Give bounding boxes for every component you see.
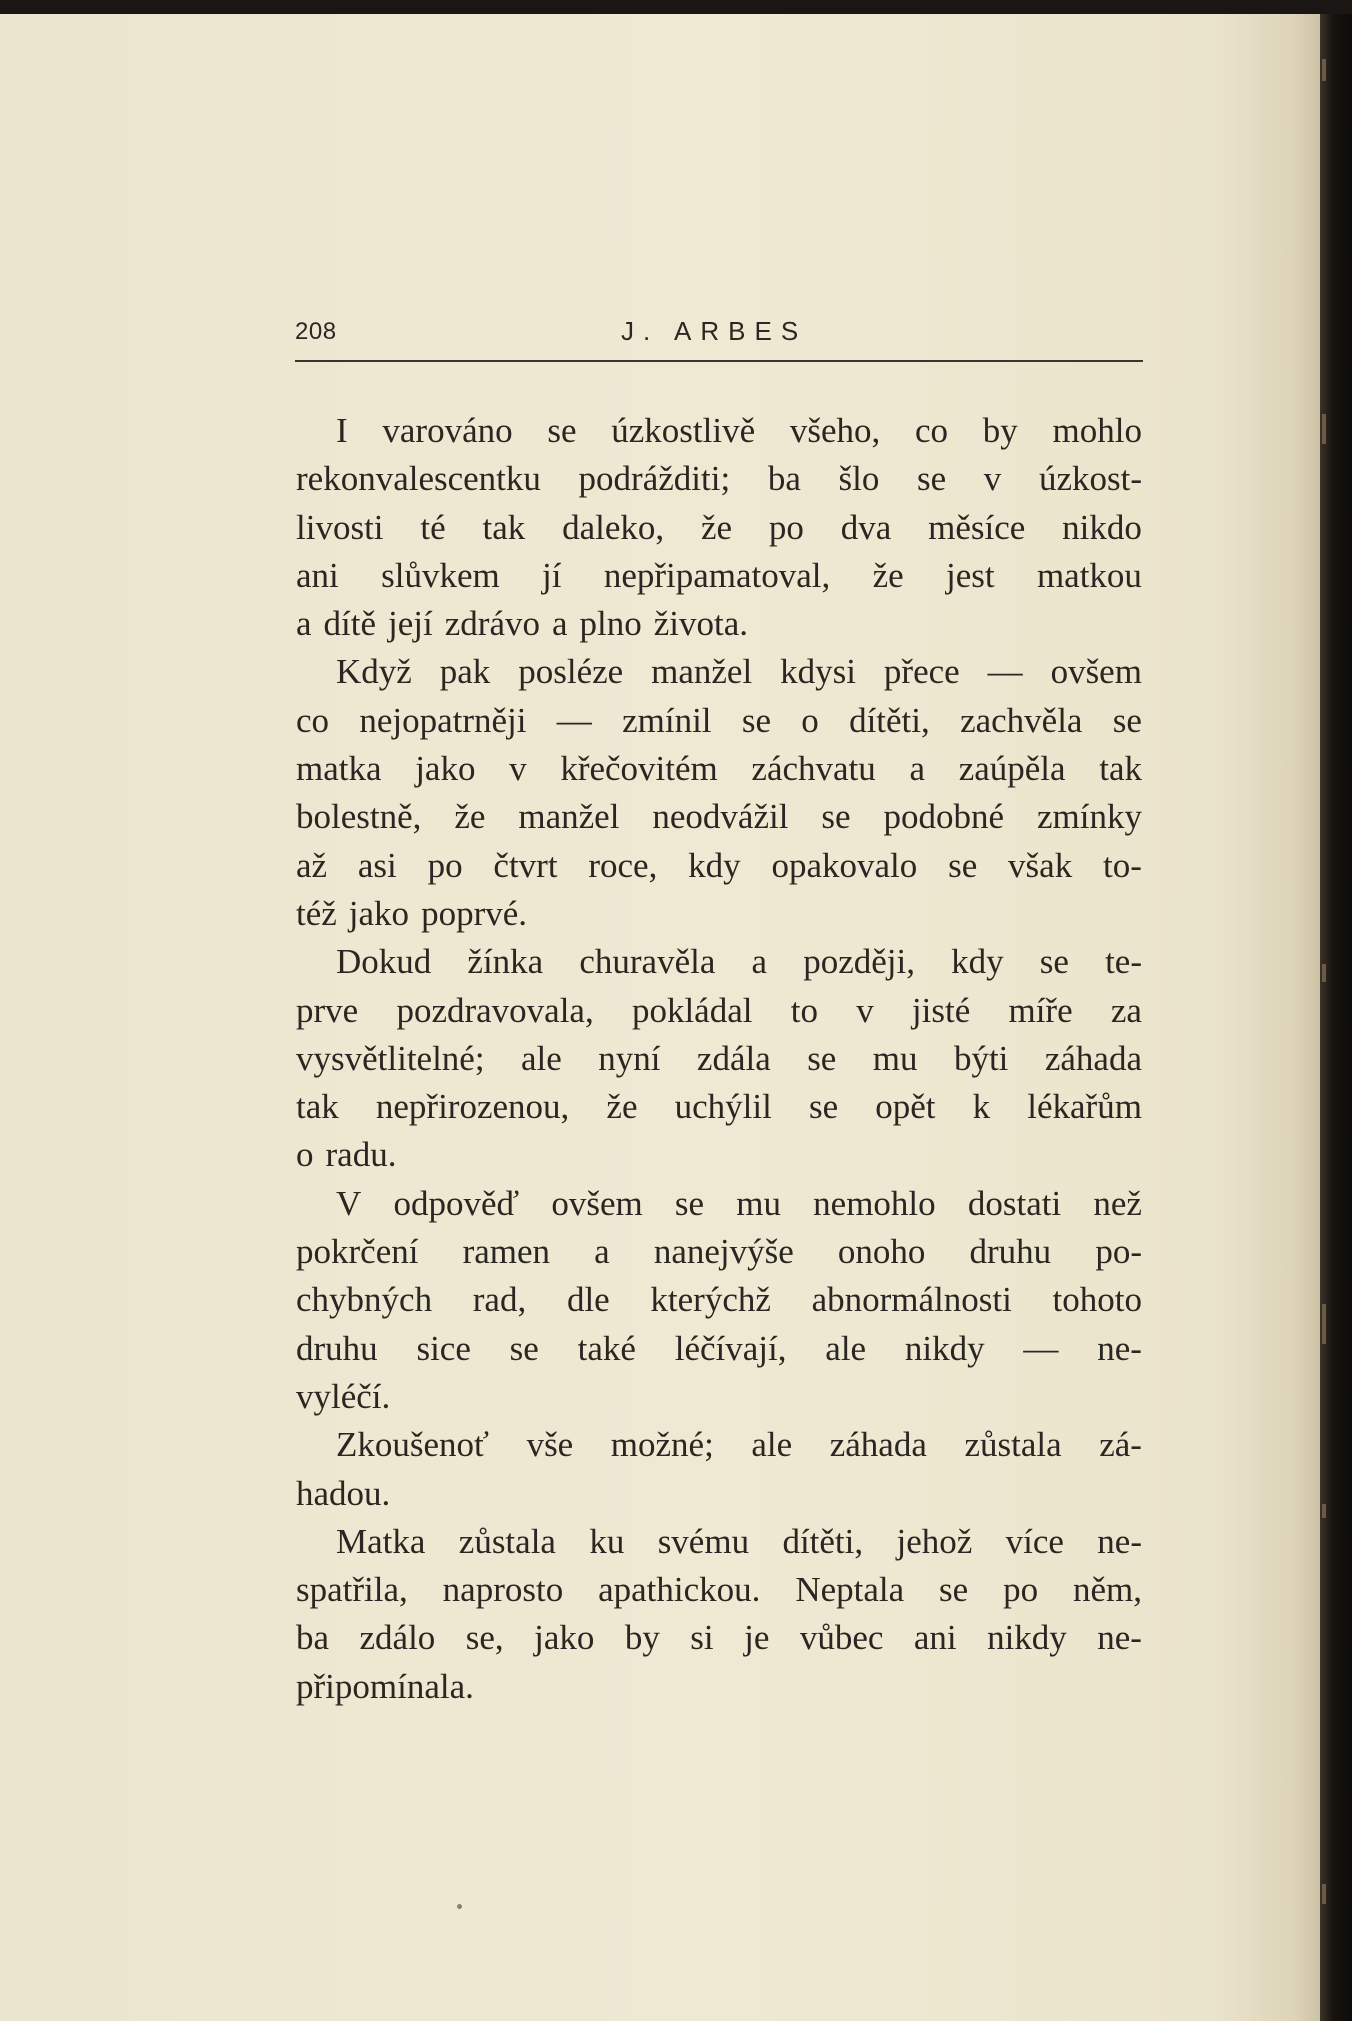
page-number: 208 [295,318,337,345]
text-line: chybných rad, dle kterýchž abnormálnosti tohoto [296,1280,1142,1320]
text-line: a dítě její zdrávo a plno života. [296,604,749,644]
text-line: vysvětlitelné; ale nyní zdála se mu býti záhada [296,1038,1142,1078]
text-line: spatřila, naprosto apathickou. Neptala se po něm, [296,1570,1142,1610]
text-line: ani slůvkem jí nepřipamatoval, že jest matkou [296,555,1142,595]
text-line: připomínala. [296,1666,474,1706]
book-edge [1320,14,1352,2021]
text-line: tak nepřirozenou, že uchýlil se opět k lékařům [296,1087,1142,1127]
text-line: V odpověď ovšem se mu nemohlo dostati než [336,1183,1142,1223]
paper-speck [457,1904,462,1909]
text-line: rekonvalescentku podrážditi; ba šlo se v úzkost- [296,459,1142,499]
running-head: J. ARBES [621,316,808,346]
text-line: ba zdálo se, jako by si je vůbec ani nikdy ne- [296,1618,1142,1658]
body-text [296,407,1142,1711]
text-line: vyléčí. [296,1376,391,1416]
text-line: o radu. [296,1135,397,1175]
text-line: Matka zůstala ku svému dítěti, jehož více ne- [336,1521,1142,1561]
text-line: Když pak posléze manžel kdysi přece — ovšem [336,652,1142,692]
page-header [295,318,1143,362]
text-line: prve pozdravovala, pokládal to v jisté míře za [296,990,1142,1030]
text-line: Dokud žínka churavěla a později, kdy se te- [336,942,1142,982]
header-rule [295,360,1143,362]
text-line: pokrčení ramen a nanejvýše onoho druhu po- [296,1232,1142,1272]
text-line: hadou. [296,1473,391,1513]
text-line: bolestně, že manžel neodvážil se podobné zmínky [296,797,1142,837]
text-line: I varováno se úzkostlivě všeho, co by mohlo [336,411,1142,450]
text-line: matka jako v křečovitém záchvatu a zaúpěla tak [296,749,1142,789]
text-line: až asi po čtvrt roce, kdy opakovalo se však to- [296,845,1142,885]
text-line: co nejopatrněji — zmínil se o dítěti, zachvěla se [296,700,1142,740]
text-line: též jako poprvé. [296,893,528,933]
text-line: livosti té tak daleko, že po dva měsíce nikdo [296,507,1142,547]
text-line: Zkoušenoť vše možné; ale záhada zůstala zá- [336,1425,1142,1465]
text-line: druhu sice se také léčívají, ale nikdy — ne- [296,1328,1142,1368]
